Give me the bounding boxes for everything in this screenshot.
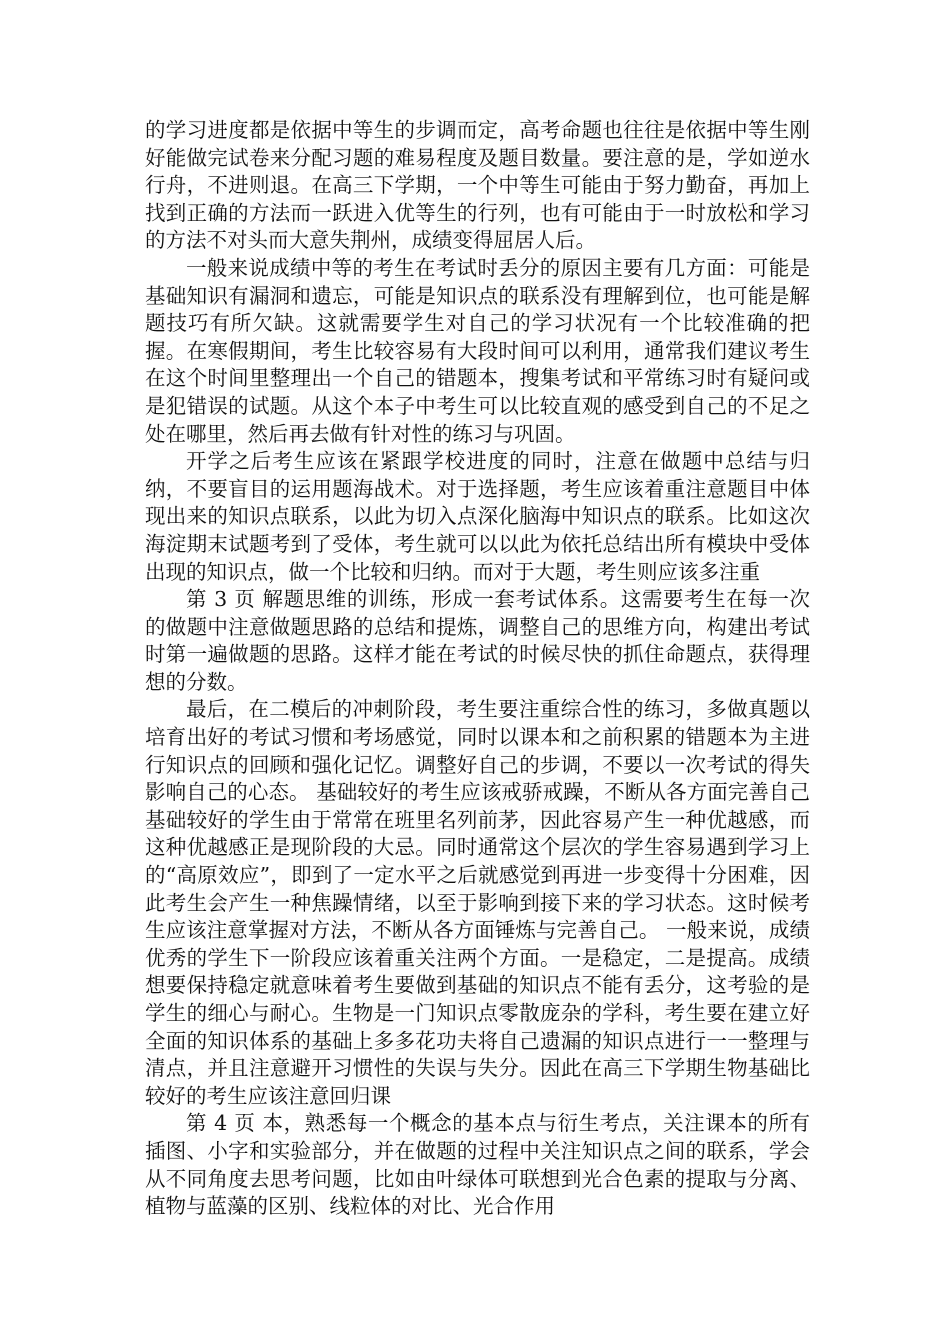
paragraph-4-page-3: 第 3 页 解题思维的训练，形成一套考试体系。这需要考生在每一次的做题中注意做题思路的总结和提炼，调整自己的思维方向，构建出考试时第一遍做题的思路。这样才能在考试的时候尽快的抓住命题点，获得理想的分数。 bbox=[145, 587, 810, 694]
paragraph-6-page-4: 第 4 页 本，熟悉每一个概念的基本点与衍生考点，关注课本的所有插图、小字和实验部分，并在做题的过程中关注知识点之间的联系，学会从不同角度去思考问题，比如由叶绿体可联想到光合色素的提取与分离、植物与蓝藻的区别、线粒体的对比、光合作用 bbox=[145, 1111, 810, 1219]
paragraph-3: 开学之后考生应该在紧跟学校进度的同时，注意在做题中总结与归纳，不要盲目的运用题海战术。对于选择题，考生应该着重注意题目中体现出来的知识点联系，以此为切入点深化脑海中知识点的联系。比如这次海淀期末试题考到了受体，考生就可以以此为依托总结出所有模块中受体出现的知识点，做一个比较和归纳。而对于大题，考生则应该多注重 bbox=[145, 449, 810, 584]
document-body bbox=[145, 117, 810, 1221]
paragraph-1: 的学习进度都是依据中等生的步调而定，高考命题也往往是依据中等生刚好能做完试卷来分配习题的难易程度及题目数量。要注意的是，学如逆水行舟，不进则退。在高三下学期，一个中等生可能由于努力勤奋，再加上找到正确的方法而一跃进入优等生的行列，也有可能由于一时放松和学习的方法不对头而大意失荆州，成绩变得屈居人后。 bbox=[145, 118, 810, 253]
paragraph-2: 一般来说成绩中等的考生在考试时丢分的原因主要有几方面：可能是基础知识有漏洞和遗忘，可能是知识点的联系没有理解到位，也可能是解题技巧有所欠缺。这就需要学生对自己的学习状况有一个比较准确的把握。在寒假期间，考生比较容易有大段时间可以利用，通常我们建议考生在这个时间里整理出一个自己的错题本，搜集考试和平常练习时有疑问或是犯错误的试题。从这个本子中考生可以比较直观的感受到自己的不足之处在哪里，然后再去做有针对性的练习与巩固。 bbox=[145, 255, 810, 446]
paragraph-5: 最后，在二模后的冲刺阶段，考生要注重综合性的练习，多做真题以培育出好的考试习惯和考场感觉，同时以课本和之前积累的错题本为主进行知识点的回顾和强化记忆。调整好自己的步调，不要以一次考试的得失影响自己的心态。 基础较好的考生应该戒骄戒躁，不断从各方面完善自己 基础较好的学生由于常常在班里名列前茅，因此容易产生一种优越感，而这种优越感正是现阶段的大忌。同时通常这个层次的学生容易遇到学习上的“高原效应”，即到了一定水平之后就感觉到再进一步变得十分困难，因此考生会产生一种焦躁情绪，以至于影响到接下来的学习状态。这时候考生应该注意掌握对方法，不断从各方面锤炼与完善自己。 一般来说，成绩优秀的学生下一阶段应该着重关注两个方面。一是稳定，二是提高。成绩想要保持稳定就意味着考生要做到基础的知识点不能有丢分，这考验的是学生的细心与耐心。生物是一门知识点零散庞杂的学科，考生要在建立好全面的知识体系的基础上多多花功夫将自己遗漏的知识点进行一一整理与清点，并且注意避开习惯性的失误与失分。因此在高三下学期生物基础比较好的考生应该注意回归课 bbox=[145, 697, 810, 1108]
